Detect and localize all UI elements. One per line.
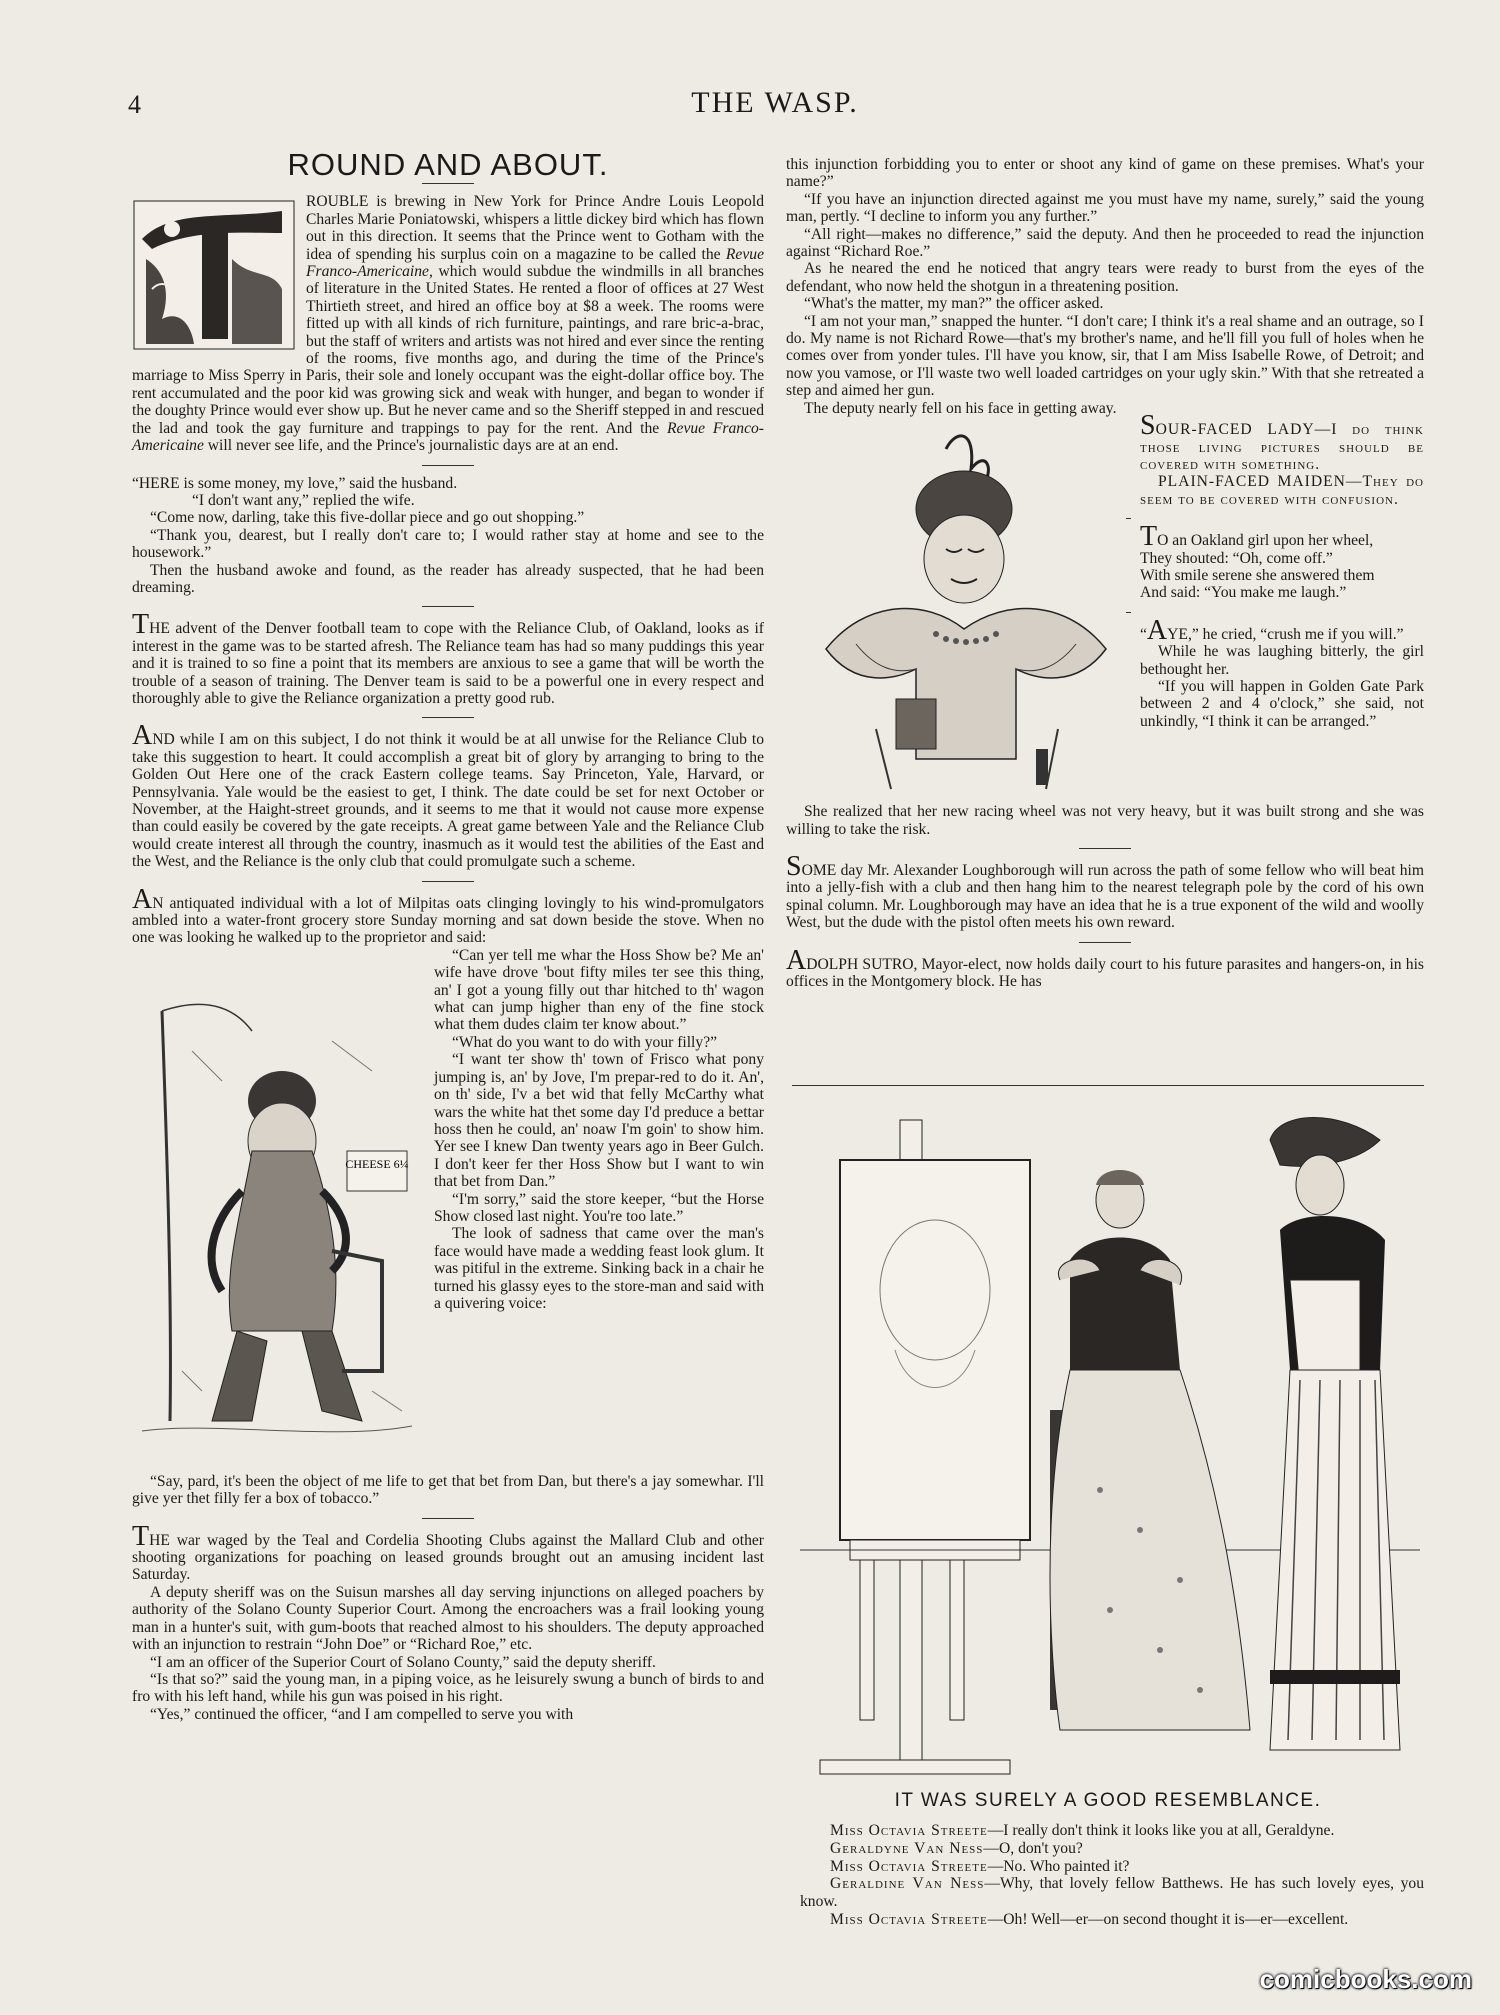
site-watermark: comicbooks.com bbox=[1259, 1964, 1472, 1994]
aye-paragraph: “If you will happen in Golden Gate Park between 2 and 4 o'clock,” she said, not unkindly, “I think it can be arranged.” bbox=[1140, 677, 1424, 730]
separator bbox=[422, 465, 474, 466]
easel-cartoon-illustration bbox=[800, 1110, 1420, 1790]
aye-paragraph: She realized that her new racing wheel was not very heavy, but it was built strong and she was willing to take the risk. bbox=[786, 803, 1424, 838]
separator bbox=[1079, 942, 1131, 943]
sour-faced-paragraph: PLAIN-FACED MAIDEN—They do seem to be covered with confusion. bbox=[1140, 473, 1424, 508]
money-paragraph: “I don't want any,” replied the wife. bbox=[192, 491, 415, 509]
separator bbox=[422, 717, 474, 718]
cartoon-caption: IT WAS SURELY A GOOD RESEMBLANCE. bbox=[894, 1790, 1322, 1811]
page-number: 4 bbox=[128, 90, 141, 119]
separator bbox=[422, 881, 474, 882]
money-paragraph: “HERE is some money, my love,” said the husband. bbox=[132, 474, 458, 492]
reliance-paragraph: AND while I am on this subject, I do not think it would be at all unwise for the Reliance Club to take this suggestion to heart. It could accomplish a great bit of glory by arranging to bring to the Golden Out Here one of the crack Eastern college teams. Say Princeton, Yale, Harvard, or Pennsylvania. Yale would be the easiest to get, I think. The date could be set for next October or November, at the Haight-street grounds, and it seems to me that it would not cause more expense than could easily be covered by the gate receipts. A great game between Yale and the Reliance Club would create interest all through the country, inasmuch as it would test the abilities of the East and the West, and the Reliance is the only club that could promulgate such a scheme. bbox=[132, 720, 764, 871]
sour-faced-paragraph: SOUR-FACED LADY—I do think those living pictures should be covered with something. bbox=[1140, 410, 1424, 473]
milpitas-intro: AN antiquated individual with a lot of Milpitas oats clinging lovingly to his wind-promulgators ambled into a water-front grocery store Sunday morning and sat down beside the stove. When no one was looking he walked up to the proprietor and said: bbox=[132, 883, 764, 947]
poem-line: And said: “You make me laugh.” bbox=[1140, 584, 1347, 602]
teal-paragraph: “I am an officer of the Superior Court of Solano County,” said the deputy sheriff. bbox=[150, 1653, 656, 1671]
teal-continued: “I am not your man,” snapped the hunter. “I don't care; I think it's a real shame and an outrage, so I do. My name is not Richard Rowe—that's my brother's name, and he'll fill you full of holes when he comes over from yonder tules. I'll have you know, sir, that I am Miss Isabelle Rowe, of Detroit; and now you vamose, or I'll waste two well loaded cartridges on your ugly skin.” With that she retreated a step and aimed her gun. bbox=[786, 312, 1424, 400]
milpitas-dialogue: “I want ter show th' town of Frisco what pony jumping is, an' by Jove, I'm prepar-red to do it. An', on th' side, I'v a bet wid that felly McCarthy what wars the white hat thet some day I'd preduce a bettar hoss then he could, an' noaw I'm goin' to show him. Yer see I knew Dan twenty years ago in Beer Gulch. I don't keer fer ther Hoss Show but I want to win that bet from Dan.” bbox=[434, 1051, 764, 1191]
milpitas-dialogue: “Can yer tell me whar the Hoss Show be? Me an' wife have drove 'bout fifty miles ter see this thing, an' I got a young filly out thar hitched to th' wagon what can jump higher than eny of the fine stock what them dudes claim ter know about.” bbox=[434, 946, 764, 1034]
loughborough-paragraph: SOME day Mr. Alexander Loughborough will run across the path of some fellow who will beat him into a jelly-fish with a club and then hang him to the nearest telegraph pole by the cord of his own spinal column. Mr. Loughborough may have an idea that he is a true exponent of the wild and woolly West, but the dude with the pistol often meets his own reward. bbox=[786, 850, 1424, 932]
page-header bbox=[120, 84, 1430, 128]
poem-line: With smile serene she answered them bbox=[1140, 566, 1375, 584]
aye-paragraph: “AYE,” he cried, “crush me if you will.” bbox=[1140, 614, 1404, 646]
separator bbox=[422, 1518, 474, 1519]
right-column bbox=[786, 156, 1424, 1076]
money-paragraph: Then the husband awoke and found, as the reader has already suspected, that he had been dreaming. bbox=[132, 561, 764, 596]
dialogue-line: Miss Octavia Streete—Oh! Well—er—on second thought it is—er—excellent. bbox=[830, 1910, 1349, 1928]
football-paragraph: THE advent of the Denver football team to cope with the Reliance Club, of Oakland, looks as if interest in the game was to be started afresh. The Reliance team has had so many puddings this year and it is trained to so fine a point that its members are anxious to see a game that will be worth the trouble of a season of training. The Denver team is said to be a powerful one in every respect and thoroughly able to give the Reliance organization a pretty good rub. bbox=[132, 609, 764, 707]
teal-paragraph: “Yes,” continued the officer, “and I am compelled to serve you with bbox=[150, 1705, 574, 1723]
cartoon-rule bbox=[792, 1085, 1424, 1086]
separator bbox=[422, 183, 474, 184]
sutro-paragraph: ADOLPH SUTRO, Mayor-elect, now holds daily court to his future parasites and hangers-on, in his offices in the Montgomery block. He has bbox=[786, 944, 1424, 990]
milpitas-dialogue: “Say, pard, it's been the object of me life to get that bet from Dan, but there's a jay somewhar. I'll give yer thet filly fer a box of tobacco.” bbox=[132, 1472, 764, 1508]
milpitas-dialogue: “What do you want to do with your filly?” bbox=[452, 1033, 718, 1051]
teal-paragraph: “Is that so?” said the young man, in a piping voice, as he leisurely swung a bunch of birds to and fro with his left hand, while his gun was poised in his right. bbox=[132, 1670, 764, 1706]
separator bbox=[422, 606, 474, 607]
decorated-initial-t bbox=[132, 199, 296, 351]
lady-portrait-illustration bbox=[796, 429, 1126, 799]
cartoon-dialogue bbox=[800, 1822, 1424, 1929]
left-column bbox=[132, 147, 765, 1970]
milpitas-dialogue: “I'm sorry,” said the store keeper, “but the Horse Show closed last night. You're too late.” bbox=[434, 1190, 764, 1225]
teal-continued: “All right—makes no difference,” said the deputy. And then he proceeded to read the injunction against “Richard Roe.” bbox=[786, 225, 1424, 261]
masthead: THE WASP. bbox=[691, 86, 859, 119]
teal-continued: “If you have an injunction directed against me you must have my name, surely,” said the young man, pertly. “I decline to inform you any further.” bbox=[786, 190, 1424, 226]
money-paragraph: “Thank you, dearest, but I really don't care to; I would rather stay at home and see to the housework.” bbox=[132, 526, 764, 562]
dialogue-line: Miss Octavia Streete—I really don't think it looks like you at all, Geraldyne. bbox=[830, 1822, 1335, 1839]
prince-paragraph: ROUBLE is brewing in New York for Prince Andre Louis Leopold Charles Marie Poniatowski, whispers a little dickey bird which has flown out in this direction. It seems that the Prince went to Gotham with the idea of spending his surplus coin on a magazine to be called the Revue Franco-Americaine, which would subdue the windmills in all branches of literature in the United States. He rented a floor of offices at 27 West Thirtieth street, and hired an office boy at $8 a week. The rooms were fitted up with all kinds of rich furniture, paintings, and rare bric-a-brac, but the staff of writers and artists was not hired and ever since the renting of the rooms, five months ago, and during the time of the Prince's marriage to Miss Sperry in Paris, their sole and lonely occupant was the eight-dollar office boy. The rent accumulated and the poor kid was growing sick and weak with hunger, and began to wonder if the doughty Prince would ever show up. But he never came and so the Sheriff stepped in and rescued the lad and took the gay furniture and trappings to pay for the rent. And the Revue Franco-Americaine will never see life, and the Prince's journalistic days are at an end. bbox=[132, 193, 765, 455]
teal-paragraph: A deputy sheriff was on the Suisun marshes all day serving injunctions on alleged poachers by authority of the Solano County Superior Court. Among the encroachers was a frail looking young man in a hunter's suit, with gum-boots that reached almost to his shoulders. The deputy approached with an injunction to restrain “John Doe” or “Richard Roe,” etc. bbox=[132, 1583, 764, 1654]
teal-continued: this injunction forbidding you to enter or shoot any kind of game on these premises. What's your name?” bbox=[786, 156, 1424, 191]
old-man-illustration bbox=[132, 951, 422, 1469]
money-paragraph: “Come now, darling, take this five-dollar piece and go out shopping.” bbox=[150, 509, 585, 527]
dialogue-line: Geraldine Van Ness—Why, that lovely fellow Batthews. He has such lovely eyes, you know. bbox=[800, 1875, 1424, 1911]
dialogue-line: Geraldyne Van Ness—O, don't you? bbox=[830, 1839, 1083, 1857]
aye-paragraph: While he was laughing bitterly, the girl bethought her. bbox=[1140, 643, 1424, 678]
milpitas-dialogue: The look of sadness that came over the man's face would have made a wedding feast look glum. It was pitiful in the extreme. Sinking back in a chair he turned his glassy eyes to the store-man and said with a quivering voice: bbox=[434, 1225, 764, 1312]
teal-continued: As he neared the end he noticed that angry tears were ready to burst from the eyes of the defendant, who now held the shotgun in a threatening position. bbox=[786, 260, 1424, 295]
section-title: ROUND AND ABOUT. bbox=[287, 147, 609, 182]
sign-text: CHEESE 6¼ bbox=[345, 1156, 409, 1171]
poem-line: They shouted: “Oh, come off.” bbox=[1140, 549, 1333, 567]
teal-continued: “What's the matter, my man?” the officer asked. bbox=[804, 295, 1104, 313]
teal-continued: The deputy nearly fell on his face in getting away. bbox=[804, 399, 1117, 417]
separator bbox=[1079, 848, 1131, 849]
dialogue-line: Miss Octavia Streete—No. Who painted it? bbox=[830, 1857, 1130, 1875]
teal-paragraph: THE war waged by the Teal and Cordelia Shooting Clubs against the Mallard Club and other shooting organizations for poaching on leased grounds brought out an amusing incident last Saturday. bbox=[132, 1520, 764, 1584]
poem-line: TO an Oakland girl upon her wheel, bbox=[1140, 521, 1374, 553]
